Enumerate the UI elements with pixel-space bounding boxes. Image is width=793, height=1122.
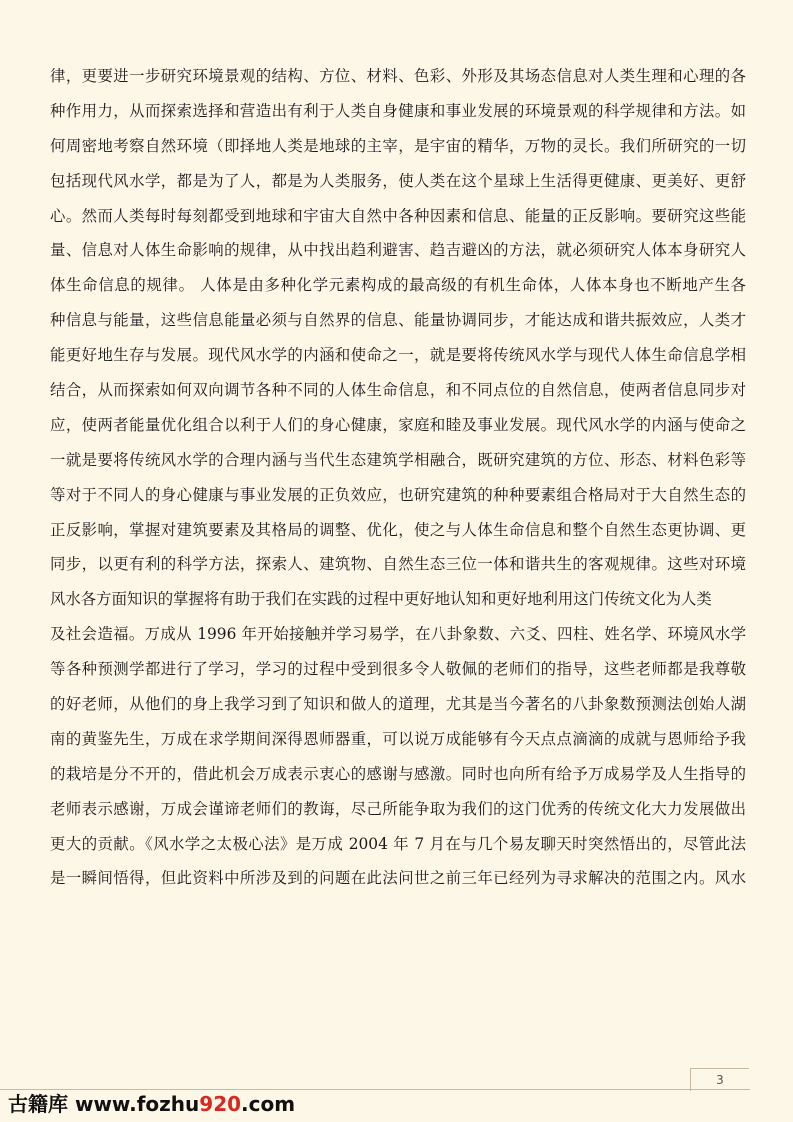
site-watermark[interactable]: [8, 1090, 295, 1118]
text-line: 应，使两者能量优化组合以利于人们的身心健康，家庭和睦及事业发展。现代风水学的内涵与使命之: [50, 415, 746, 434]
text-line: 结合，从而探索如何双向调节各种不同的人体生命信息，和不同点位的自然信息，使两者信息同步对: [50, 381, 746, 400]
text-line: 量、信息对人体生命影响的规律，从中找出趋利避害、趋吉避凶的方法，就必须研究人体本身研究人: [50, 241, 746, 260]
page-number: 3: [690, 1068, 749, 1091]
text-line: 是一瞬间悟得，但此资料中所涉及到的问题在此法问世之前三年已经列为寻求解决的范围之内。风水: [50, 869, 746, 888]
watermark-label: 古籍库: [8, 1092, 68, 1116]
watermark-url-prefix: www.fozhu: [74, 1092, 200, 1116]
text-line: 等各种预测学都进行了学习，学习的过程中受到很多令人敬佩的老师们的指导，这些老师都是我尊敬: [50, 660, 746, 679]
text-line: 一就是要将传统风水学的合理内涵与当代生态建筑学相融合，既研究建筑的方位、形态、材料色彩等: [50, 450, 746, 469]
text-line: 及社会造福。万成从 1996 年开始接触并学习易学，在八卦象数、六爻、四柱、姓名学、环境风水学: [50, 625, 746, 644]
body-text: [50, 59, 746, 896]
text-line: 同步，以更有利的科学方法，探索人、建筑物、自然生态三位一体和谐共生的客观规律。这些对环境: [50, 555, 746, 574]
text-line: 正反影响，掌握对建筑要素及其格局的调整、优化，使之与人体生命信息和整个自然生态更协调、更: [50, 520, 746, 539]
text-line: 的栽培是分不开的，借此机会万成表示衷心的感谢与感激。同时也向所有给予万成易学及人生指导的: [50, 764, 746, 783]
text-line: 种信息与能量，这些信息能量必须与自然界的信息、能量协调同步，才能达成和谐共振效应，人类才: [50, 311, 746, 330]
text-line: 南的黄鉴先生，万成在求学期间深得恩师器重，可以说万成能够有今天点点滴滴的成就与恩师给予我: [50, 729, 746, 748]
text-line: 的好老师，从他们的身上我学习到了知识和做人的道理，尤其是当今著名的八卦象数预测法创始人湖: [50, 695, 746, 714]
text-line: 律，更要进一步研究环境景观的结构、方位、材料、色彩、外形及其场态信息对人类生理和心理的各: [50, 67, 746, 85]
watermark-url-suffix: .com: [241, 1092, 296, 1116]
text-line: 心。然而人类每时每刻都受到地球和宇宙大自然中各种因素和信息、能量的正反影响。要研究这些能: [50, 206, 746, 225]
text-line: 能更好地生存与发展。现代风水学的内涵和使命之一，就是要将传统风水学与现代人体生命信息学相: [50, 346, 746, 365]
text-line: 体生命信息的规律。 人体是由多种化学元素构成的最高级的有机生命体，人体本身也不断地产生各: [50, 276, 746, 295]
text-line: 更大的贡献。《风水学之太极心法》是万成 2004 年 7 月在与几个易友聊天时突然悟出的，尽管此法: [50, 834, 746, 853]
text-line: 种作用力，从而探索选择和营造出有利于人类自身健康和事业发展的环境景观的科学规律和方法。如: [50, 101, 746, 120]
text-line: 何周密地考察自然环境（即择地人类是地球的主宰，是宇宙的精华，万物的灵长。我们所研究的一切: [50, 136, 746, 155]
text-line: 等对于不同人的身心健康与事业发展的正负效应，也研究建筑的种种要素组合格局对于大自然生态的: [50, 485, 746, 504]
watermark-url-number: 920: [199, 1092, 242, 1116]
text-line: 包括现代风水学，都是为了人，都是为人类服务，使人类在这个星球上生活得更健康、更美好、更舒: [50, 171, 746, 190]
text-line: 风水各方面知识的掌握将有助于我们在实践的过程中更好地认知和更好地利用这门传统文化为人类: [50, 590, 712, 609]
text-line: 老师表示感谢，万成会谨谛老师们的教诲，尽己所能争取为我们的这门优秀的传统文化大力发展做出: [50, 799, 746, 818]
